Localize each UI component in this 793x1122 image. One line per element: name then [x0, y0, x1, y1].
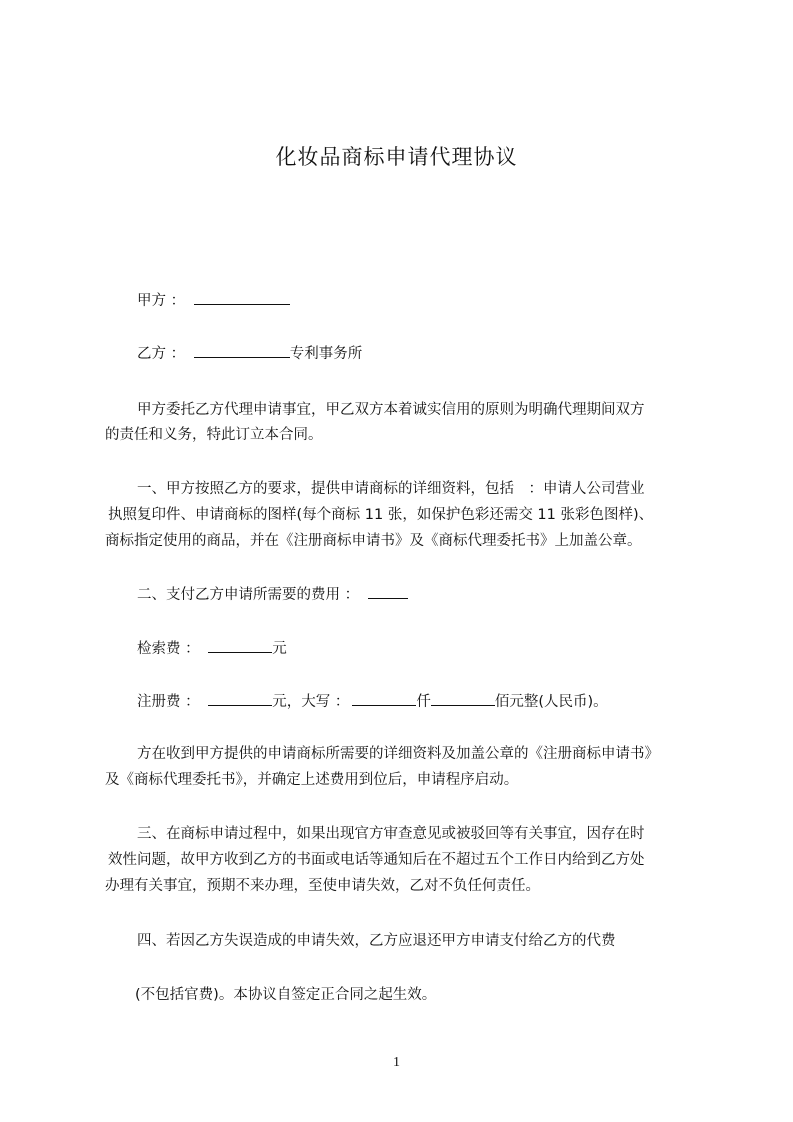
search-fee-label: 检索费 ： — [137, 641, 200, 657]
party-a-label: 甲方 ： — [137, 293, 186, 309]
reg-fee-blank[interactable] — [208, 691, 272, 706]
party-b-line — [137, 343, 362, 364]
clause3-line-1: 三、在商标申请过程中，如果出现官方审查意见或被驳回等有关事宜，因存在时 — [137, 826, 645, 842]
reg-fee-bai-blank[interactable] — [431, 691, 495, 706]
reg-fee-qian: 仟 — [416, 694, 431, 710]
intro-line-2: 的责任和义务，特此订立本合同。 — [105, 427, 323, 443]
search-fee-blank[interactable] — [208, 638, 272, 653]
page-number: 1 — [393, 1055, 400, 1070]
clause1-line-3: 商标指定使用的商品，并在《注册商标申请书》及《商标代理委托书》上加盖公章。 — [105, 533, 642, 549]
reg-fee-tail: 佰元整(人民币)。 — [494, 694, 608, 710]
reg-fee-qian-blank[interactable] — [352, 691, 416, 706]
clause2-line — [137, 584, 408, 605]
clause3-line-2: 效性问题，故甲方收到乙方的书面或电话等通知后在不超过五个工作日内给到乙方处 — [108, 852, 645, 868]
payment-note-line-2: 及《商标代理委托书》，并确定上述费用到位后，申请程序启动。 — [105, 772, 519, 788]
party-b-blank[interactable] — [194, 343, 290, 358]
party-b-suffix: 专利事务所 — [289, 346, 363, 362]
clause1-line-2: 执照复印件、申请商标的图样(每个商标 11 张，如保护色彩还需交 11 张彩色图样)、 — [108, 507, 654, 523]
reg-fee-unit-daxie: 元，大写 ： — [272, 694, 350, 710]
party-b-label: 乙方 ： — [137, 346, 186, 362]
intro-line-1: 甲方委托乙方代理申请事宜，甲乙双方本着诚实信用的原则为明确代理期间双方 — [137, 402, 645, 418]
party-a-blank[interactable] — [194, 290, 290, 305]
clause2-text: 二、支付乙方申请所需要的费用 ： — [137, 587, 360, 603]
party-a-line — [137, 290, 290, 311]
total-fee-blank[interactable] — [368, 584, 408, 599]
clause4-line-1: 四、若因乙方失误造成的申请失效，乙方应退还甲方申请支付给乙方的代费 — [137, 933, 616, 949]
document-title: 化妆品商标申请代理协议 — [275, 145, 518, 169]
search-fee-line — [137, 638, 287, 659]
search-fee-unit: 元 — [272, 641, 287, 657]
payment-note-line-1: 方在收到甲方提供的申请商标所需要的详细资料及加盖公章的《注册商标申请书》 — [137, 746, 659, 762]
reg-fee-line — [137, 691, 608, 712]
clause4-line-2: (不包括官费)。本协议自签定正合同之起生效。 — [135, 987, 437, 1003]
clause1-line-1: 一、甲方按照乙方的要求，提供申请商标的详细资料，包括 ：申请人公司营业 — [137, 481, 645, 497]
clause3-line-3: 办理有关事宜，预期不来办理，至使申请失效，乙对不负任何责任。 — [105, 878, 540, 894]
reg-fee-label: 注册费 ： — [137, 694, 200, 710]
